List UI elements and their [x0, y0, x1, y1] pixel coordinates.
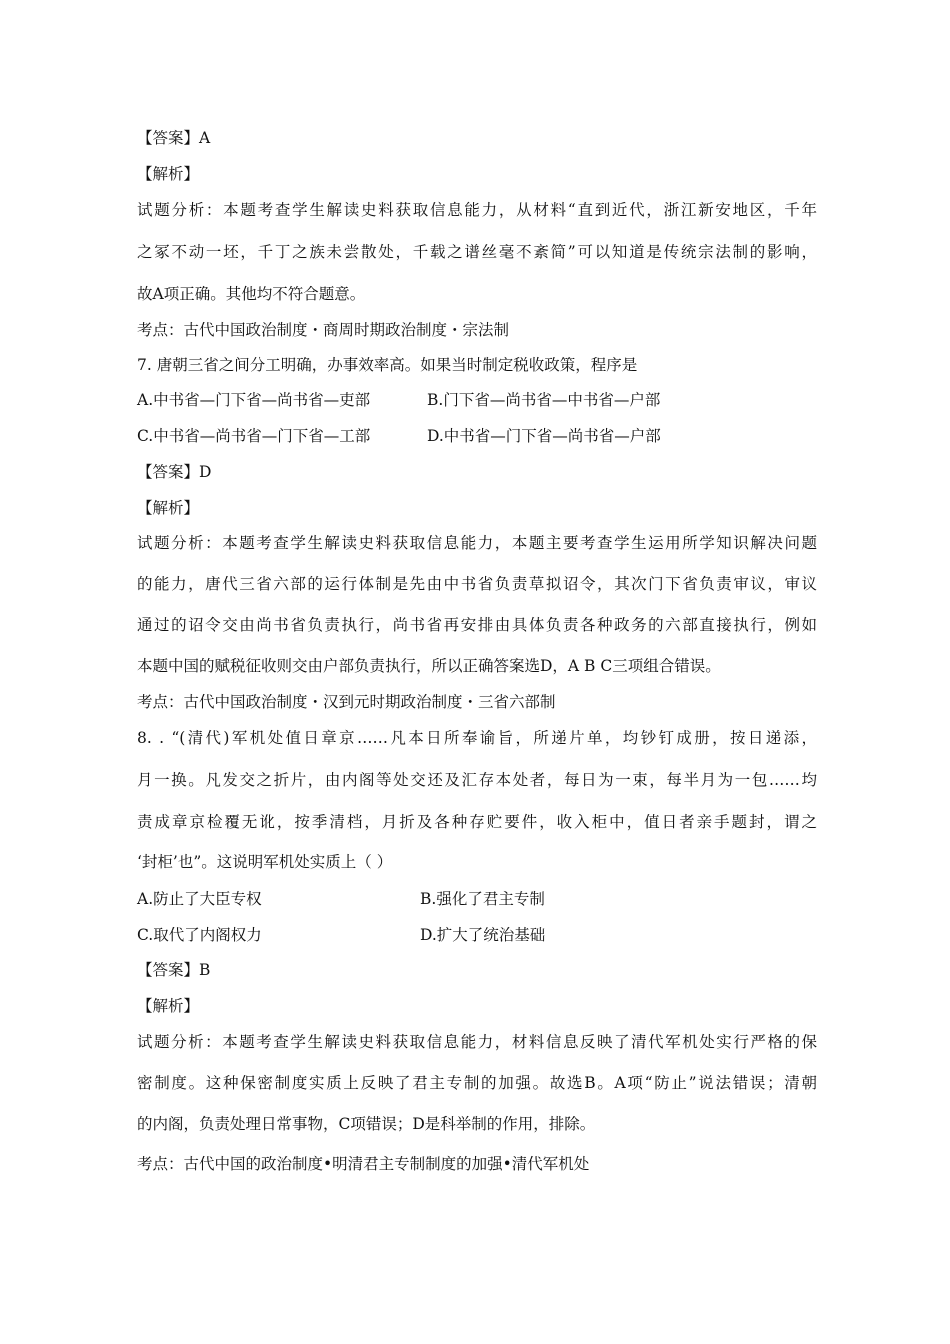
q6-analysis-line: 试题分析：本题考查学生解读史料获取信息能力，从材料“直到近代，浙江新安地区，千年: [137, 201, 817, 219]
q6-analysis-line: 之冢不动一坯，千丁之族未尝散处，千载之谱丝毫不紊简”可以知道是传统宗法制的影响，: [137, 243, 817, 261]
q8-analysis-line: 密制度。这种保密制度实质上反映了君主专制的加强。故选B。A项“防止”说法错误；清朝: [137, 1074, 817, 1092]
q8-option-a: A.防止了大臣专权: [137, 890, 262, 908]
q7-stem: 7. 唐朝三省之间分工明确，办事效率高。如果当时制定税收政策，程序是: [137, 356, 638, 374]
q7-analysis-line: 的能力，唐代三省六部的运行体制是先由中书省负责草拟诏令，其次门下省负责审议，审议: [137, 575, 817, 593]
q6-topic: 考点：古代中国政治制度・商周时期政治制度・宗法制: [137, 321, 510, 339]
q8-topic: 考点：古代中国的政治制度•明清君主专制制度的加强•清代军机处: [137, 1155, 590, 1173]
q6-answer: 【答案】A: [137, 129, 211, 147]
q8-stem-line: ‘封柜’也”。这说明军机处实质上（ ）: [137, 853, 393, 871]
q8-analysis-heading: 【解析】: [137, 997, 200, 1015]
q8-analysis-line: 的内阁，负责处理日常事物，C项错误；D是科举制的作用，排除。: [137, 1115, 596, 1133]
q8-analysis-line: 试题分析：本题考查学生解读史料获取信息能力，材料信息反映了清代军机处实行严格的保: [137, 1033, 817, 1051]
q8-option-d: D.扩大了统治基础: [420, 926, 546, 944]
q7-option-a: A.中书省—门下省—尚书省—吏部: [137, 391, 371, 409]
q7-option-b: B.门下省—尚书省—中书省—户部: [427, 391, 661, 409]
q8-stem-line: 责成章京检覆无讹，按季清档，月折及各种存贮要件，收入柜中，值日者亲手题封，谓之: [137, 813, 817, 831]
q8-answer: 【答案】B: [137, 961, 211, 979]
q6-analysis-heading: 【解析】: [137, 165, 200, 183]
q7-option-d: D.中书省—门下省—尚书省—户部: [427, 427, 661, 445]
q7-topic: 考点：古代中国政治制度・汉到元时期政治制度・三省六部制: [137, 693, 556, 711]
q8-option-b: B.强化了君主专制: [420, 890, 545, 908]
q8-stem-line: 8. . “(清代)军机处值日章京……凡本日所奉谕旨，所递片单，均钞钉成册，按日递添，: [137, 729, 817, 747]
q7-answer: 【答案】D: [137, 463, 212, 481]
q8-stem-line: 月一换。凡发交之折片，由内阁等处交还及汇存本处者，每日为一束，每半月为一包……均: [137, 771, 817, 789]
q7-analysis-line: 通过的诏令交由尚书省负责执行，尚书省再安排由具体负责各种政务的六部直接执行，例如: [137, 616, 817, 634]
q7-analysis-heading: 【解析】: [137, 499, 200, 517]
q7-analysis-line: 本题中国的赋税征收则交由户部负责执行，所以正确答案选D，A B C三项组合错误。: [137, 657, 721, 675]
q7-option-c: C.中书省—尚书省—门下省—工部: [137, 427, 371, 445]
q7-analysis-line: 试题分析：本题考查学生解读史料获取信息能力，本题主要考查学生运用所学知识解决问题: [137, 534, 817, 552]
q6-analysis-line: 故A项正确。其他均不符合题意。: [137, 285, 366, 303]
q8-option-c: C.取代了内阁权力: [137, 926, 262, 944]
